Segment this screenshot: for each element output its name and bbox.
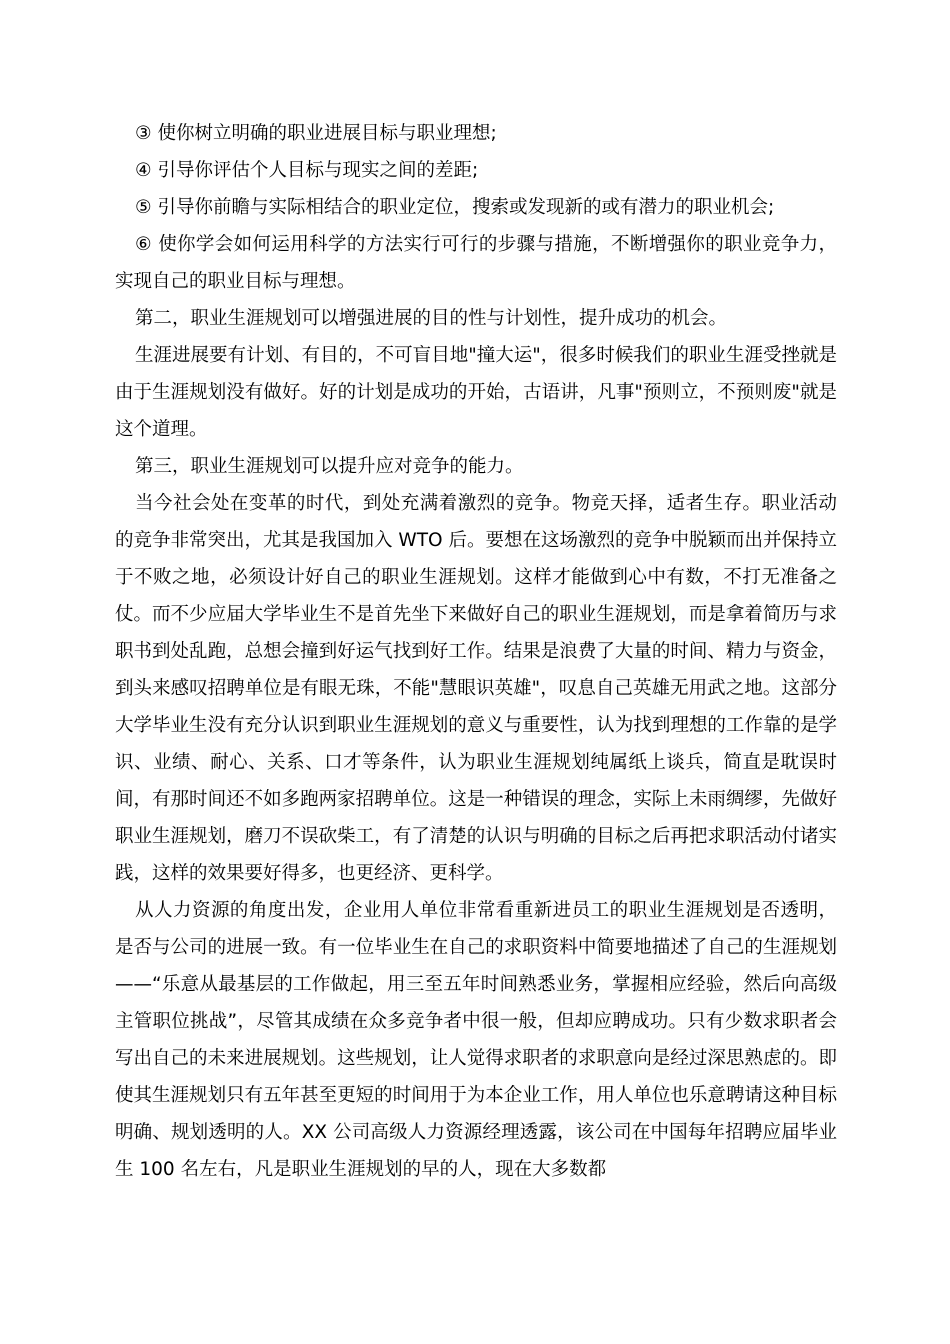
paragraph-item-3: ③ 使你树立明确的职业进展目标与职业理想; bbox=[135, 123, 497, 144]
document-page bbox=[115, 115, 837, 1188]
paragraph-item-4: ④ 引导你评估个人目标与现实之间的差距; bbox=[135, 160, 479, 181]
paragraph-item-5: ⑤ 引导你前瞻与实际相结合的职业定位，搜索或发现新的或有潜力的职业机会; bbox=[135, 197, 775, 218]
paragraph-planning: 生涯进展要有计划、有目的，不可盲目地"撞大运"，很多时候我们的职业生涯受挫就是由于生涯规划没有做好。好的计划是成功的开始，古语讲，凡事"预则立，不预则废"就是这个道理。 bbox=[115, 345, 837, 440]
paragraph-item-6: ⑥ 使你学会如何运用科学的方法实行可行的步骤与措施，不断增强你的职业竞争力，实现自己的职业目标与理想。 bbox=[115, 234, 837, 292]
paragraph-hr-perspective: 从人力资源的角度出发，企业用人单位非常看重新进员工的职业生涯规划是否透明，是否与公司的进展一致。有一位毕业生在自己的求职资料中简要地描述了自己的生涯规划——“乐意从最基层的工作做起，用三至五年时间熟悉业务，掌握相应经验，然后向高级主管职位挑战”，尽管其成绩在众多竞争者中很一般，但却应聘成功。只有少数求职者会写出自己的未来进展规划。这些规划，让人觉得求职者的求职意向是经过深思熟虑的。即使其生涯规划只有五年甚至更短的时间用于为本企业工作，用人单位也乐意聘请这种目标明确、规划透明的人。XX 公司高级人力资源经理透露，该公司在中国每年招聘应届毕业生 100 名左右，凡是职业生涯规划的早的人，现在大多数都 bbox=[115, 900, 837, 1180]
paragraph-third-point: 第三，职业生涯规划可以提升应对竞争的能力。 bbox=[135, 456, 524, 477]
paragraph-second-point: 第二，职业生涯规划可以增强进展的目的性与计划性，提升成功的机会。 bbox=[135, 308, 728, 329]
paragraph-competition: 当今社会处在变革的时代，到处充满着激烈的竞争。物竞天择，适者生存。职业活动的竞争非常突出，尤其是我国加入 WTO 后。要想在这场激烈的竞争中脱颖而出并保持立于不败之地，必须设计好自己的职业生涯规划。这样才能做到心中有数，不打无准备之仗。而不少应届大学毕业生不是首先坐下来做好自己的职业生涯规划，而是拿着简历与求职书到处乱跑，总想会撞到好运气找到好工作。结果是浪费了大量的时间、精力与资金，到头来感叹招聘单位是有眼无珠，不能"慧眼识英雄"，叹息自己英雄无用武之地。这部分大学毕业生没有充分认识到职业生涯规划的意义与重要性，认为找到理想的工作靠的是学识、业绩、耐心、关系、口才等条件，认为职业生涯规划纯属纸上谈兵，简直是耽误时间，有那时间还不如多跑两家招聘单位。这是一种错误的理念，实际上未雨绸缪，先做好职业生涯规划，磨刀不误砍柴工，有了清楚的认识与明确的目标之后再把求职活动付诸实践，这样的效果要好得多，也更经济、更科学。 bbox=[115, 493, 837, 884]
